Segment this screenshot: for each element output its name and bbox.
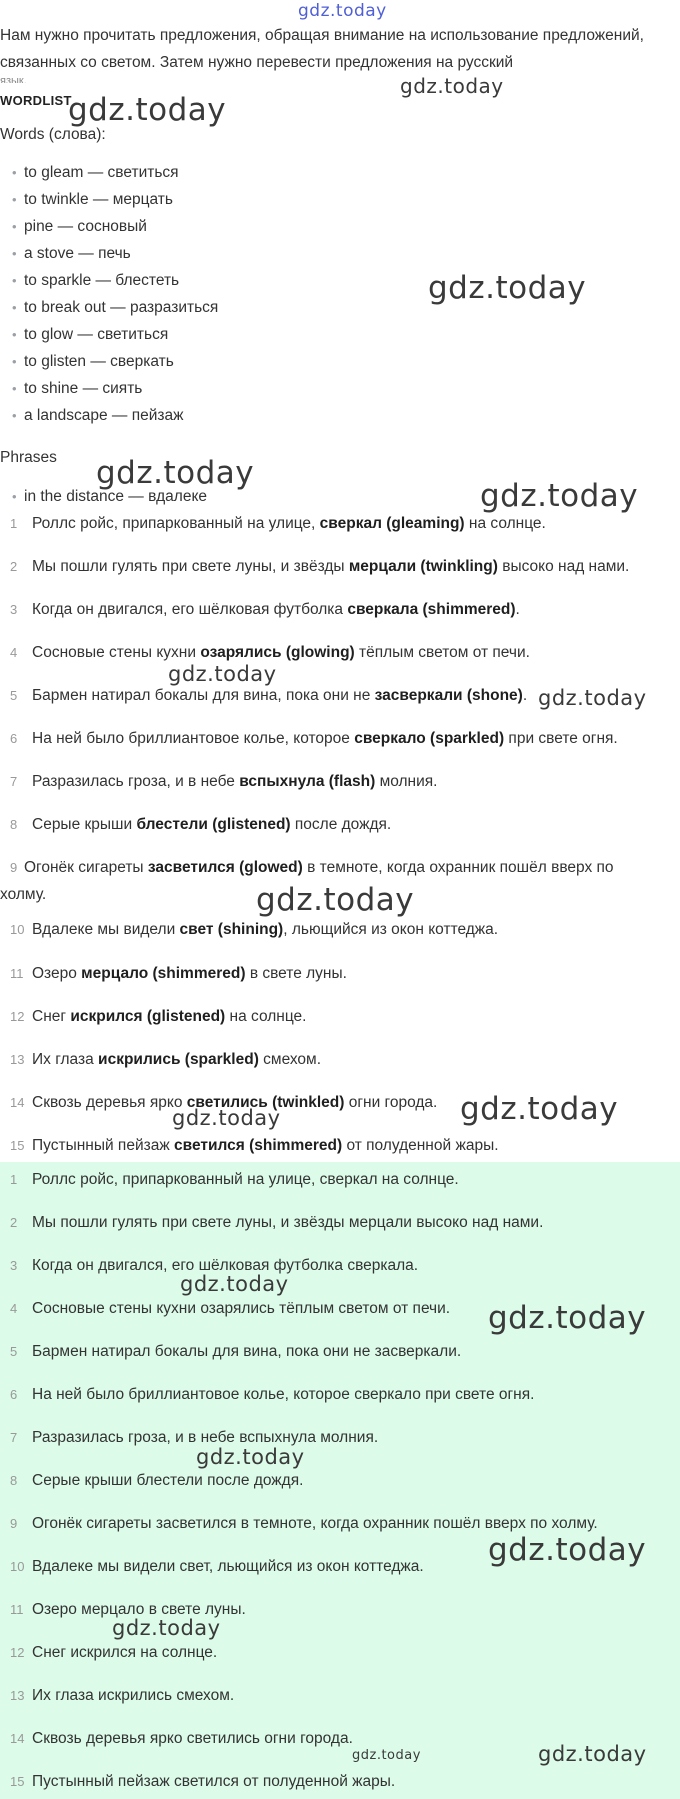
sentence-text: Пустынный пейзаж	[32, 1137, 175, 1154]
answer-item	[0, 1209, 672, 1236]
watermark: gdz.today	[538, 686, 647, 710]
sentence-text: Мы пошли гулять при свете луны, и звёзды	[32, 558, 349, 575]
watermark: gdz.today	[196, 1445, 305, 1469]
answer-number: 3	[10, 1258, 18, 1273]
highlighted-word: озарялись (glowing)	[200, 644, 355, 661]
word-item: • a stove — печь	[12, 240, 218, 267]
intro-cutoff-line: язык.	[0, 76, 27, 83]
watermark: gdz.today	[298, 1, 387, 21]
words-title: Words (слова):	[0, 126, 106, 143]
answer-item	[0, 1338, 672, 1365]
answer-number: 13	[10, 1688, 25, 1703]
sentence-text: на солнце.	[225, 1008, 307, 1025]
watermark: gdz.today	[352, 1748, 421, 1763]
sentence-text: .	[515, 601, 520, 618]
answer-item	[0, 1596, 672, 1623]
answer-text: Роллс ройс, припаркованный на улице, сверкал на солнце.	[32, 1171, 459, 1188]
highlighted-word: искрился (glistened)	[70, 1008, 226, 1025]
sentence-text: от полуденной жары.	[342, 1137, 499, 1154]
sentence-number: 12	[10, 1009, 25, 1024]
sentence-number: 3	[10, 602, 18, 617]
words-list	[12, 159, 218, 429]
sentence-text: Бармен натирал бокалы для вина, пока они не	[32, 687, 375, 704]
sentence-item	[0, 510, 672, 537]
answer-number: 12	[10, 1645, 25, 1660]
sentence-text: в темноте, когда охранник пошёл вверх по холму.	[0, 859, 614, 903]
sentence-text: Огонёк сигареты	[24, 859, 148, 876]
answer-item	[0, 1768, 672, 1795]
sentence-number: 6	[10, 731, 18, 746]
sentence-text: Серые крыши	[32, 816, 137, 833]
sentence-text: молния.	[375, 773, 438, 790]
answer-item	[0, 1639, 672, 1666]
sentence-number: 15	[10, 1138, 25, 1153]
answer-number: 8	[10, 1473, 18, 1488]
answer-number: 15	[10, 1774, 25, 1789]
watermark: gdz.today	[488, 1300, 647, 1336]
answer-number: 5	[10, 1344, 18, 1359]
answer-number: 6	[10, 1387, 18, 1402]
sentence-number: 14	[10, 1095, 25, 1110]
highlighted-word: засветился (glowed)	[147, 859, 303, 876]
watermark: gdz.today	[480, 478, 639, 514]
answer-item	[0, 1381, 672, 1408]
highlighted-word: мерцало (shimmered)	[81, 965, 246, 982]
sentence-text: Сквозь деревья ярко	[32, 1094, 187, 1111]
highlighted-word: сверкало (sparkled)	[354, 730, 505, 747]
sentence-text: Озеро	[32, 965, 82, 982]
sentence-number: 2	[10, 559, 18, 574]
watermark: gdz.today	[256, 882, 415, 918]
sentence-item	[0, 725, 672, 752]
answer-text: Сквозь деревья ярко светились огни города.	[32, 1730, 353, 1747]
sentence-text: , льющийся из окон коттеджа.	[283, 921, 499, 938]
answer-item	[0, 1166, 672, 1193]
word-item: • to gleam — светиться	[12, 159, 218, 186]
watermark: gdz.today	[168, 662, 277, 686]
sentence-number: 11	[10, 966, 24, 981]
sentence-text: огни города.	[344, 1094, 438, 1111]
watermark: gdz.today	[112, 1616, 221, 1640]
sentence-item	[0, 811, 672, 838]
sentence-number: 1	[10, 516, 18, 531]
word-item: • to shine — сиять	[12, 375, 218, 402]
answer-item	[0, 1424, 672, 1451]
sentence-item	[0, 960, 672, 987]
word-item: • to glisten — сверкать	[12, 348, 218, 375]
answer-number: 4	[10, 1301, 18, 1316]
highlighted-word: светился (shimmered)	[174, 1137, 343, 1154]
answer-item	[0, 1682, 672, 1709]
watermark: gdz.today	[180, 1272, 289, 1296]
answer-text: Вдалеке мы видели свет, льющийся из окон коттеджа.	[32, 1558, 424, 1575]
sentence-text: после дождя.	[290, 816, 392, 833]
highlighted-word: вспыхнула (flash)	[239, 773, 376, 790]
answer-number: 10	[10, 1559, 25, 1574]
sentence-text: тёплым светом от печи.	[354, 644, 530, 661]
highlighted-word: искрились (sparkled)	[98, 1051, 259, 1068]
sentence-text: Когда он двигался, его шёлковая футболка	[32, 601, 348, 618]
highlighted-word: сверкала (shimmered)	[347, 601, 516, 618]
answer-item	[0, 1252, 672, 1279]
sentence-number: 9	[10, 860, 18, 875]
watermark: gdz.today	[400, 74, 504, 98]
sentence-item	[0, 1046, 672, 1073]
highlighted-word: засверкали (shone)	[374, 687, 523, 704]
answer-number: 9	[10, 1516, 18, 1531]
sentence-item	[0, 916, 672, 943]
sentence-text: Вдалеке мы видели	[32, 921, 180, 938]
sentence-item	[0, 596, 672, 623]
highlighted-word: мерцали (twinkling)	[348, 558, 498, 575]
answer-text: Бармен натирал бокалы для вина, пока они не засверкали.	[32, 1343, 462, 1360]
word-item: • to twinkle — мерцать	[12, 186, 218, 213]
sentence-text: на солнце.	[464, 515, 546, 532]
phrase-item: • in the distance — вдалеке	[12, 483, 207, 510]
sentence-text: .	[522, 687, 528, 704]
word-item: • to glow — светиться	[12, 321, 218, 348]
watermark: gdz.today	[96, 455, 255, 491]
highlighted-word: светились (twinkled)	[186, 1094, 345, 1111]
sentence-number: 7	[10, 774, 18, 789]
sentence-number: 8	[10, 817, 18, 832]
watermark: gdz.today	[428, 270, 587, 306]
sentence-text: Разразилась гроза, и в небе	[32, 773, 240, 790]
sentence-text: высоко над нами.	[497, 558, 630, 575]
answer-text: Снег искрился на солнце.	[32, 1644, 218, 1661]
answer-text: Озеро мерцало в свете луны.	[32, 1601, 246, 1618]
word-item: • pine — сосновый	[12, 213, 218, 240]
word-item: • to sparkle — блестеть	[12, 267, 218, 294]
answer-text: Мы пошли гулять при свете луны, и звёзды мерцали высоко над нами.	[32, 1214, 544, 1231]
sentence-number: 5	[10, 688, 18, 703]
answer-number: 14	[10, 1731, 25, 1746]
answer-text: Их глаза искрились смехом.	[32, 1687, 235, 1704]
word-item: • a landscape — пейзаж	[12, 402, 218, 429]
answer-text: Пустынный пейзаж светился от полуденной жары.	[32, 1773, 396, 1790]
sentence-item	[0, 553, 672, 580]
watermark: gdz.today	[172, 1106, 281, 1130]
sentence-text: смехом.	[258, 1051, 322, 1068]
sentence-number: 10	[10, 922, 25, 937]
watermark: gdz.today	[68, 92, 227, 128]
highlighted-word: блестели (glistened)	[136, 816, 291, 833]
sentence-text: Сосновые стены кухни	[32, 644, 201, 661]
sentence-item	[0, 1003, 672, 1030]
answer-text: Огонёк сигареты засветился в темноте, когда охранник пошёл вверх по холму.	[32, 1515, 598, 1532]
sentence-text: На ней было бриллиантовое колье, которое	[32, 730, 355, 747]
answer-text: Сосновые стены кухни озарялись тёплым светом от печи.	[32, 1300, 451, 1317]
answer-text: Разразилась гроза, и в небе вспыхнула молния.	[32, 1429, 379, 1446]
sentence-number: 13	[10, 1052, 25, 1067]
sentence-text: при свете огня.	[504, 730, 618, 747]
sentence-item	[0, 768, 672, 795]
wordlist-label: WORDLIST	[0, 93, 72, 108]
watermark: gdz.today	[460, 1091, 619, 1127]
watermark: gdz.today	[488, 1532, 647, 1568]
highlighted-word: сверкал (gleaming)	[319, 515, 465, 532]
sentence-number: 4	[10, 645, 18, 660]
answer-text: Когда он двигался, его шёлковая футболка сверкала.	[32, 1257, 419, 1274]
sentence-text: Снег	[32, 1008, 71, 1025]
answer-number: 2	[10, 1215, 18, 1230]
answer-text: На ней было бриллиантовое колье, которое сверкало при свете огня.	[32, 1386, 535, 1403]
answer-text: Серые крыши блестели после дождя.	[32, 1472, 304, 1489]
answer-number: 7	[10, 1430, 18, 1445]
highlighted-word: свет (shining)	[179, 921, 284, 938]
sentence-item	[0, 639, 672, 666]
phrases-title: Phrases	[0, 449, 57, 466]
answer-item	[0, 1467, 672, 1494]
sentence-item	[0, 1132, 672, 1159]
word-item: • to break out — разразиться	[12, 294, 218, 321]
sentence-text: в свете луны.	[245, 965, 347, 982]
sentence-text: Роллс ройс, припаркованный на улице,	[32, 515, 320, 532]
task-intro: Нам нужно прочитать предложения, обращая внимание на использование предложений, связанных со светом. Затем нужно перевести предложения на русский	[0, 27, 644, 71]
answer-number: 1	[10, 1172, 18, 1187]
watermark: gdz.today	[538, 1742, 647, 1766]
answer-number: 11	[10, 1602, 24, 1617]
sentence-text: Их глаза	[32, 1051, 99, 1068]
